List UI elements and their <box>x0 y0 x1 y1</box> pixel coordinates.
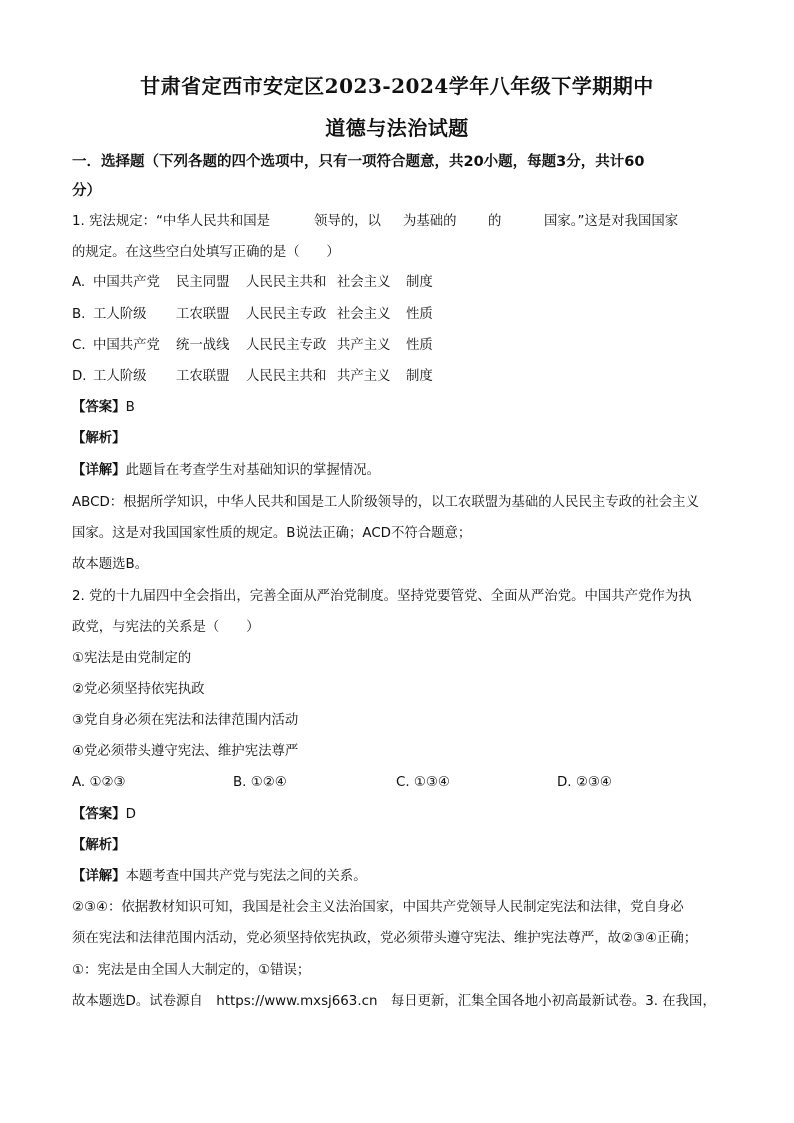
answer-tag: 【答案】 <box>72 807 126 822</box>
section-heading-line1: 一．选择题（下列各题的四个选项中，只有一项符合题意，共20小题，每题3分，共计60 <box>72 154 645 170</box>
option-letter: A. <box>72 275 86 290</box>
option-part-2: 工农联盟 <box>176 307 230 322</box>
answer-value: B <box>125 400 135 415</box>
option-part-4: 社会主义 <box>337 275 391 290</box>
q2-option-d[interactable]: D. ②③④ <box>557 775 612 790</box>
option-part-3: 人民民主共和 <box>246 275 327 290</box>
option-part-2: 统一战线 <box>176 338 230 353</box>
q1-stem-part-d: 的 <box>488 214 502 229</box>
answer-tag: 【答案】 <box>72 400 126 415</box>
q2-option-b[interactable]: B. ①②④ <box>233 775 287 790</box>
q2-statement-2: ②党必须坚持依宪执政 <box>72 682 205 697</box>
option-part-1: 中国共产党 <box>93 275 160 290</box>
option-part-5: 性质 <box>406 307 433 322</box>
option-part-2: 民主同盟 <box>176 275 230 290</box>
detail-tag: 【详解】 <box>72 463 126 478</box>
detail-text: 本题考查中国共产党与宪法之间的关系。 <box>125 869 367 884</box>
q2-stem-line2: 政党，与宪法的关系是（ ） <box>72 620 260 635</box>
q2-explanation-line1: ②③④：依据教材知识可知，我国是社会主义法治国家，中国共产党领导人民制定宪法和法律，党自身必 <box>72 900 684 915</box>
option-part-3: 人民民主专政 <box>246 338 327 353</box>
option-letter: D. <box>72 369 87 384</box>
q2-stem-line1: 2. 党的十九届四中全会指出，完善全面从严治党制度。坚持党要管党、全面从严治党。中国共产党作为执 <box>72 589 692 604</box>
document-title-line2: 道德与法治试题 <box>325 116 469 140</box>
q1-stem-line2: 的规定。在这些空白处填写正确的是（ ） <box>72 245 340 260</box>
detail-tag: 【详解】 <box>72 869 126 884</box>
answer-value: D <box>125 807 136 822</box>
option-part-5: 制度 <box>406 275 433 290</box>
q2-analysis-tag: 【解析】 <box>72 838 126 853</box>
q1-explanation-line1: ABCD：根据所学知识，中华人民共和国是工人阶级领导的，以工农联盟为基础的人民民主专政的社会主义 <box>72 495 699 510</box>
option-part-5: 性质 <box>406 338 433 353</box>
option-part-2: 工农联盟 <box>176 369 230 384</box>
q1-stem-part-b: 领导的，以 <box>314 214 381 229</box>
q2-option-a[interactable]: A. ①②③ <box>72 775 126 790</box>
q1-conclusion: 故本题选B。 <box>72 557 149 572</box>
option-part-1: 工人阶级 <box>93 369 147 384</box>
option-part-1: 中国共产党 <box>93 338 160 353</box>
option-part-5: 制度 <box>406 369 433 384</box>
q1-stem-part-c: 为基础的 <box>403 214 457 229</box>
q2-explanation-line3: ①：宪法是由全国人大制定的，①错误； <box>72 963 311 978</box>
section-heading-line2: 分） <box>72 183 101 199</box>
detail-text: 此题旨在考查学生对基础知识的掌握情况。 <box>125 463 380 478</box>
q1-detail <box>72 461 380 481</box>
q2-explanation-line2: 须在宪法和法律范围内活动，党必须坚持依宪执政，党必须带头遵守宪法、维护宪法尊严，故②③④正确； <box>72 931 698 946</box>
q2-statement-4: ④党必须带头遵守宪法、维护宪法尊严 <box>72 744 299 759</box>
option-letter: C. <box>72 338 86 353</box>
q2-statement-1: ①宪法是由党制定的 <box>72 651 192 666</box>
option-part-1: 工人阶级 <box>93 307 147 322</box>
option-part-3: 人民民主专政 <box>246 307 327 322</box>
q1-analysis-tag: 【解析】 <box>72 431 126 446</box>
q2-conclusion: 故本题选D。试卷源自 https://www.mxsj663.cn 每日更新，汇集全国各地小初高最新试卷。3. 在我国， <box>72 994 716 1009</box>
q1-answer <box>72 398 135 418</box>
option-part-4: 社会主义 <box>337 307 391 322</box>
q2-statement-3: ③党自身必须在宪法和法律范围内活动 <box>72 713 299 728</box>
document-title-line1: 甘肃省定西市安定区2023-2024学年八年级下学期期中 <box>140 74 654 98</box>
q2-option-c[interactable]: C. ①③④ <box>396 775 450 790</box>
option-letter: B. <box>72 307 86 322</box>
q2-answer <box>72 805 136 825</box>
option-part-3: 人民民主共和 <box>246 369 327 384</box>
q1-explanation-line2: 国家。这是对我国国家性质的规定。B说法正确；ACD不符合题意； <box>72 526 472 541</box>
q1-stem-part-e: 国家。”这是对我国国家 <box>544 214 679 229</box>
option-part-4: 共产主义 <box>337 338 391 353</box>
option-part-4: 共产主义 <box>337 369 391 384</box>
q2-detail <box>72 867 367 887</box>
q1-stem-part-a: 1. 宪法规定：“中华人民共和国是 <box>72 214 271 229</box>
